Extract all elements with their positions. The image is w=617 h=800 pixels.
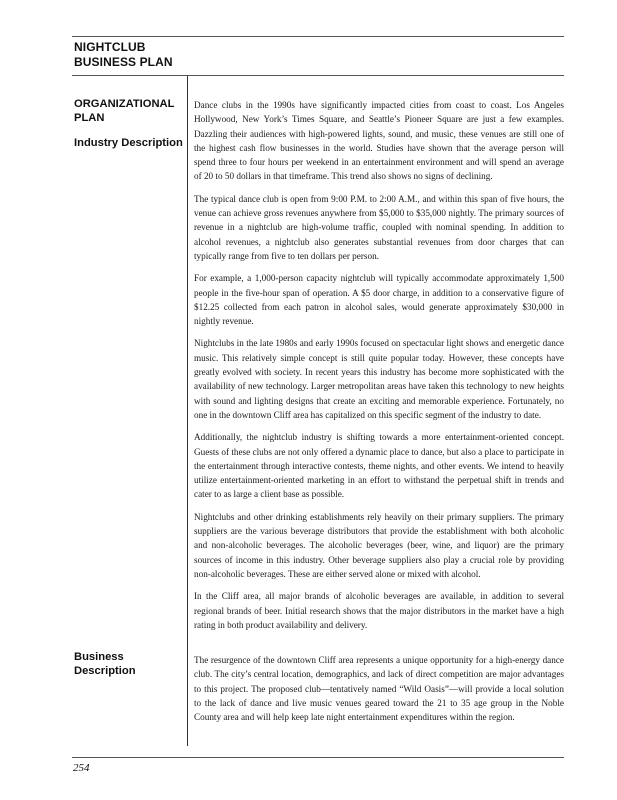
business-description-text <box>194 653 564 732</box>
paragraph: The typical dance club is open from 9:00 P.M. to 2:00 A.M., and within this span of five hours, the venue can achieve gross revenues anywhere from $5,000 to $35,000 nightly. The primary sources of revenue in a nightclub are high-volume traffic, coupled with nominal spending. In addition to alcohol revenues, a nightclub also generates substantial revenues from door charges that can typically range from five to ten dollars per person. <box>194 193 564 261</box>
title-line-2: BUSINESS PLAN <box>74 55 173 69</box>
document-title <box>74 40 173 70</box>
footer-rule <box>72 757 564 758</box>
title-rule <box>72 75 564 76</box>
paragraph: Nightclubs in the late 1980s and early 1990s focused on spectacular light shows and energetic dance music. This relatively simple concept is still quite popular today. However, these concepts have greatly evolved with society. In recent years this industry has become more sophisticated with the availability of new technology. Larger metropolitan areas have taken this technology to new heights with sound and lighting designs that create an exciting and memorable experience. Fortunately, no one in the downtown Cliff area has capitalized on this specific segment of the industry to date. <box>194 338 564 420</box>
title-line-1: NIGHTCLUB <box>74 40 146 54</box>
paragraph: The resurgence of the downtown Cliff area represents a unique opportunity for a high-energy dance club. The city’s central location, demographics, and lack of direct competition are major advantages to this project. The proposed club—tentatively named “Wild Oasis”—will provide a local solution to the lack of dance and live music venues geared toward the 21 to 35 age group in the Noble County area and will help keep late night entertainment expenditures within the region. <box>194 655 564 723</box>
section-heading <box>74 98 174 125</box>
business-heading-line-1: Business <box>74 651 124 663</box>
business-heading-line-2: Description <box>74 664 136 677</box>
page-number: 254 <box>73 762 90 774</box>
subsection-heading-business <box>74 651 136 678</box>
paragraph: For example, a 1,000-person capacity nightclub will typically accommodate approximately 1,500 people in the five-hour span of operation. A $5 door charge, in addition to a conservative figure of $12.25 collected from each patron in alcohol sales, would generate approximately $30,000 in nightly revenue. <box>194 273 564 327</box>
paragraph: In the Cliff area, all major brands of alcoholic beverages are available, in addition to several regional brands of beer. Initial research shows that the major distributors in the market have a high rating in both product availability and delivery. <box>194 591 564 630</box>
paragraph: Nightclubs and other drinking establishments rely heavily on their primary suppliers. The primary suppliers are the various beverage distributors that provide the establishment with both alcoholic and non-alcoholic beverages. The alcoholic beverages (beer, wine, and liquor) are the primary sources of income in this industry. Other beverage suppliers also play a crucial role by providing non-alcoholic beverages. These are either served alone or mixed with alcohol. <box>194 511 564 579</box>
paragraph: Additionally, the nightclub industry is shifting towards a more entertainment-oriented concept. Guests of these clubs are not only offered a dynamic place to dance, but also a place to participate in the entertainment through interactive contests, theme nights, and other events. We intend to heavily utilize entertainment-oriented marketing in an effort to withstand the perpetual shift in trends and cater to as large a client base as possible. <box>194 432 564 500</box>
subsection-heading-industry: Industry Description <box>74 137 183 149</box>
top-rule <box>72 36 564 37</box>
column-divider <box>187 76 188 746</box>
industry-description-text <box>194 98 564 640</box>
paragraph: Dance clubs in the 1990s have significantly impacted cities from coast to coast. Los Angeles Hollywood, New York’s Times Square, and Seattle’s Pioneer Square are just a few examples. Dazzling their audiences with high-powered lights, sound, and music, these venues are still one of the highest cash flow businesses in the world. Studies have shown that the average person will spend three to four hours per weekend in an entertainment environment and will spend an average of 20 to 50 dollars in that timeframe. This trend also shows no signs of declining. <box>194 100 564 182</box>
section-heading-line-1: ORGANIZATIONAL <box>74 98 175 110</box>
section-heading-line-2: PLAN <box>74 111 105 124</box>
